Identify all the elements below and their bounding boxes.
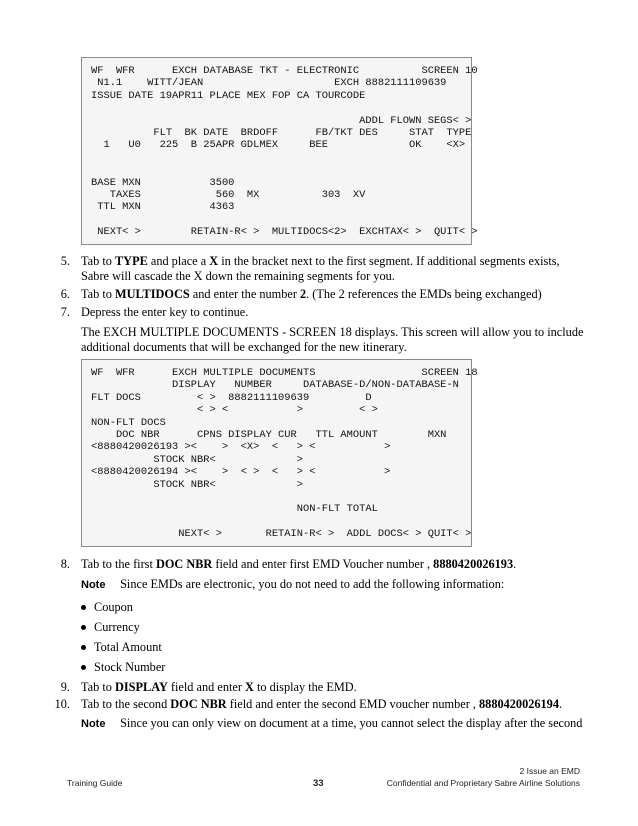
note-text: Since EMDs are electronic, you do not need to add the following information: — [120, 577, 505, 591]
step-text: Tab to the first DOC NBR field and enter first EMD Voucher number , 8880420026193. — [81, 557, 517, 571]
bullet-dot-icon — [81, 645, 86, 650]
step-number: 8. — [60, 557, 70, 571]
bullet-item: Currency — [81, 620, 140, 635]
step-number: 5. — [60, 254, 70, 268]
step-text: Depress the enter key to continue. — [81, 305, 249, 319]
bullet-dot-icon — [81, 665, 86, 670]
step-number: 6. — [60, 287, 70, 301]
step-text: Tab to TYPE and place a X in the bracket next to the first segment. If additional segments exists, Sabre will cascade the X down the remaining segments for you. — [81, 254, 560, 284]
step-text: Tab to the second DOC NBR field and enter the second EMD voucher number , 8880420026194. — [81, 697, 563, 711]
bullet-item: Coupon — [81, 600, 133, 615]
terminal-screen-18-text: WF WFR EXCH MULTIPLE DOCUMENTS SCREEN 18 DISPLAY NUMBER DATABASE-D/NON-DATABASE-N FLT DOCS < > 8882111109639 D < > < > < > NON-FLT DOCS DOC NBR CPNS DISPLAY CUR TTL AMOUNT MXN <8880420026193 >< > <X> < > < > STOCK NBR< > <8880420026194 >< > < > < > < > STOCK NBR< > NON-FLT TOTAL NEXT< > RETAIN-R< > ADDL DOCS< > QUIT< > — [91, 367, 478, 541]
step-number: 10. — [54, 697, 70, 711]
note-label: Note — [81, 718, 106, 730]
footer-page-number: 33 — [313, 778, 324, 789]
footer-left: Training Guide — [67, 778, 123, 788]
terminal-screen-18 — [81, 359, 478, 547]
terminal-screen-10-text: WF WFR EXCH DATABASE TKT - ELECTRONIC SCREEN 10 N1.1 WITT/JEAN EXCH 8882111109639 ISSUE DATE 19APR11 PLACE MEX FOP CA TOURCODE ADDL FLOWN SEGS< > FLT BK DATE BRDOFF FB/TKT DES STAT TYPE 1 U0 225 B 25APR GDLMEX BEE OK <X> BASE MXN 3500 TAXES 560 MX 303 XV TTL MXN 4363 NEXT< > RETAIN-R< > MULTIDOCS<2> EXCHTAX< > QUIT< > — [91, 65, 478, 239]
screen-18-intro: The EXCH MULTIPLE DOCUMENTS - SCREEN 18 displays. This screen will allow you to include additional documents that will be exchanged for the new itinerary. — [81, 325, 584, 355]
note-emd-electronic — [81, 577, 591, 593]
bullet-dot-icon — [81, 625, 86, 630]
bullet-item: Total Amount — [81, 640, 162, 655]
step-number: 7. — [60, 305, 70, 319]
bullet-dot-icon — [81, 605, 86, 610]
step-text: Tab to DISPLAY field and enter X to display the EMD. — [81, 680, 357, 694]
note-label: Note — [81, 579, 106, 591]
bullet-item: Stock Number — [81, 660, 165, 675]
note-display-limit — [81, 716, 591, 732]
step-number: 9. — [60, 680, 70, 694]
step-text: Tab to MULTIDOCS and enter the number 2. (The 2 references the EMDs being exchanged) — [81, 287, 542, 301]
note-text: Since you can only view on document at a time, you cannot select the display after the second — [120, 716, 583, 730]
footer-right: Confidential and Proprietary Sabre Airline Solutions — [386, 778, 580, 788]
terminal-screen-10 — [81, 57, 478, 245]
footer-section: 2 Issue an EMD — [519, 766, 580, 776]
